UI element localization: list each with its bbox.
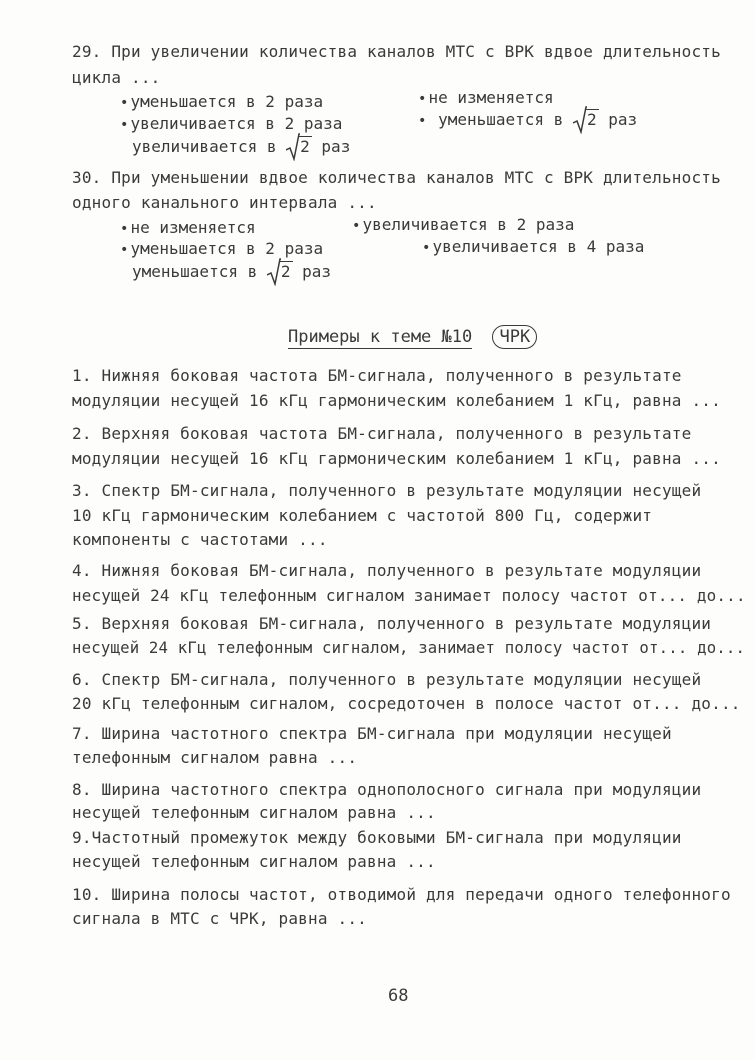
q29-option-4-radicand: 2 — [586, 110, 597, 129]
q29-option-2: • не изменяется — [418, 88, 554, 109]
q29-option-3: • увеличивается в 2 раза — [120, 114, 342, 135]
section-heading — [288, 325, 537, 349]
item-2-line-2: модуляции несущей 16 кГц гармоническим колебанием 1 кГц, равна ... — [72, 449, 721, 468]
item-3-line-3: компоненты с частотами ... — [72, 530, 328, 549]
item-8-line-1: 8. Ширина частотного спектра однополосного сигнала при модуляции — [72, 780, 702, 799]
sqrt-symbol — [286, 137, 312, 157]
radical-icon — [267, 258, 281, 286]
item-4-line-1: 4. Нижняя боковая БМ-сигнала, полученного в результате модуляции — [72, 561, 702, 580]
q30-option-5-pre: уменьшается в — [132, 262, 258, 281]
item-8-line-2: несущей телефонным сигналом равна ... — [72, 803, 436, 822]
item-7-line-2: телефонным сигналом равна ... — [72, 748, 358, 767]
radical-icon — [573, 106, 587, 134]
item-4-line-2: несущей 24 кГц телефонным сигналом занимает полосу частот от... до... — [72, 586, 746, 605]
q30-option-1: • не изменяется — [120, 218, 256, 239]
q29-option-4-pre: уменьшается в — [438, 110, 564, 129]
item-3-line-1: 3. Спектр БМ-сигнала, полученного в результате модуляции несущей — [72, 481, 702, 500]
item-6-line-1: 6. Спектр БМ-сигнала, полученного в результате модуляции несущей — [72, 670, 702, 689]
item-10-line-1: 10. Ширина полосы частот, отводимой для передачи одного телефонного — [72, 885, 731, 904]
page-number: 68 — [388, 986, 409, 1006]
q30-option-4: • увеличивается в 4 раза — [422, 237, 644, 258]
q29-option-5-pre: увеличивается в — [132, 137, 277, 156]
section-heading-text: Примеры к теме №10 — [288, 327, 473, 347]
q30-option-3: • уменьшается в 2 раза — [120, 239, 323, 260]
q29-option-4 — [418, 110, 637, 131]
q29-option-5-post: раз — [321, 137, 351, 156]
item-9-line-1: 9.Частотный промежуток между боковыми БМ-сигнала при модуляции — [72, 828, 682, 847]
q29-line-1: 29. При увеличении количества каналов МТС с ВРК вдвое длительность — [72, 42, 721, 61]
q30-line-1: 30. При уменьшении вдвое количества каналов МТС с ВРК длительность — [72, 168, 721, 187]
item-5-line-2: несущей 24 кГц телефонным сигналом, занимает полосу частот от... до... — [72, 638, 746, 657]
item-7-line-1: 7. Ширина частотного спектра БМ-сигнала при модуляции несущей — [72, 724, 672, 743]
q30-option-5-radicand: 2 — [280, 262, 291, 281]
q29-line-2: цикла ... — [72, 68, 161, 87]
q30-option-2: • увеличивается в 2 раза — [352, 215, 574, 236]
q29-option-4-post: раз — [608, 110, 638, 129]
q29-option-5 — [132, 137, 350, 158]
item-3-line-2: 10 кГц гармоническим колебанием с частотой 800 Гц, содержит — [72, 506, 653, 525]
item-9-line-2: несущей телефонным сигналом равна ... — [72, 852, 436, 871]
sqrt-symbol — [267, 262, 293, 282]
sqrt-symbol — [573, 110, 599, 130]
item-10-line-2: сигнала в МТС с ЧРК, равна ... — [72, 909, 367, 928]
q29-option-5-radicand: 2 — [300, 137, 310, 156]
q29-option-1: • уменьшается в 2 раза — [120, 92, 323, 113]
item-1-line-2: модуляции несущей 16 кГц гармоническим колебанием 1 кГц, равна ... — [72, 391, 721, 410]
radical-icon — [286, 133, 300, 161]
q30-option-5-post: раз — [302, 262, 332, 281]
item-5-line-1: 5. Верхняя боковая БМ-сигнала, полученного в результате модуляции — [72, 614, 712, 633]
item-6-line-2: 20 кГц телефонным сигналом, сосредоточен в полосе частот от... до... — [72, 694, 741, 713]
q30-line-2: одного канального интервала ... — [72, 193, 377, 212]
section-heading-tag: ЧРК — [492, 325, 537, 349]
item-2-line-1: 2. Верхняя боковая частота БМ-сигнала, полученного в результате — [72, 424, 692, 443]
item-1-line-1: 1. Нижняя боковая частота БМ-сигнала, полученного в результате — [72, 366, 682, 385]
q30-option-5 — [132, 262, 331, 283]
